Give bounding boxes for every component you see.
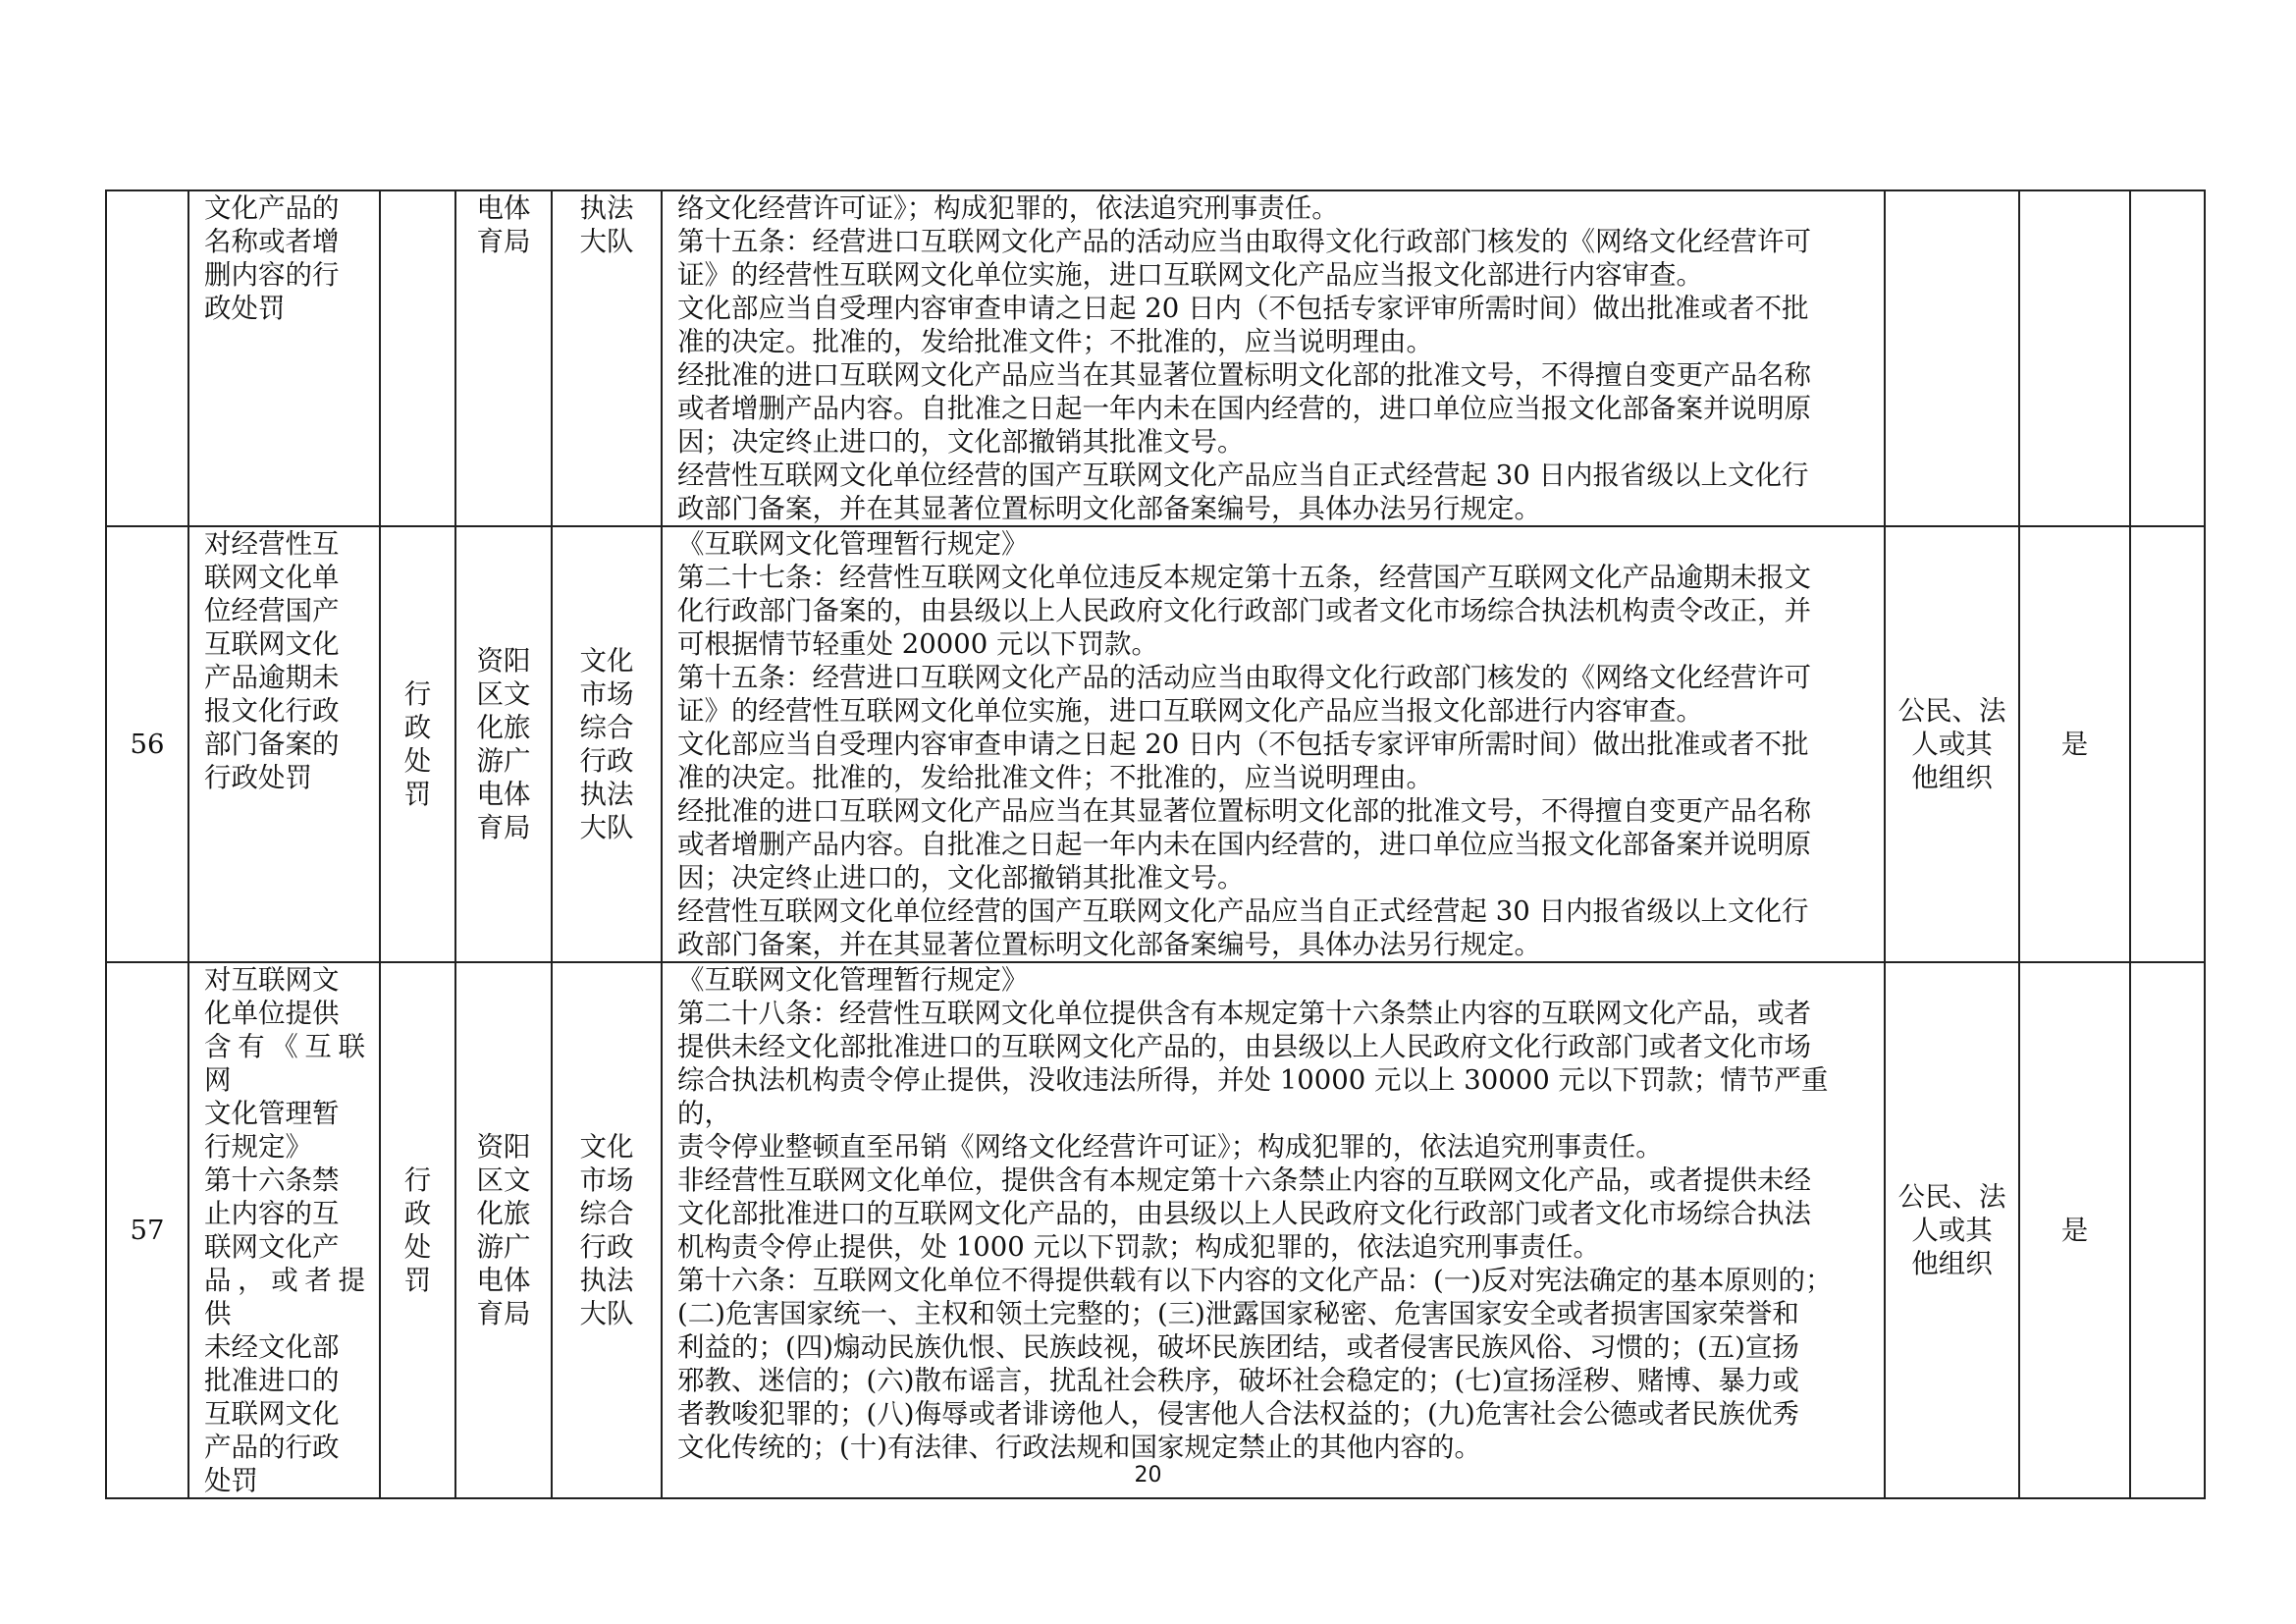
target-subject-line: 公民、法 bbox=[1897, 695, 2006, 727]
item-name-line: 产品的行政 bbox=[204, 1432, 340, 1463]
item-name-line: 处罚 bbox=[204, 1465, 258, 1496]
item-name-line: 名称或者增 bbox=[204, 226, 340, 257]
item-name-line: 行规定》 bbox=[204, 1131, 312, 1163]
item-name bbox=[188, 526, 380, 962]
penalty-type-char: 行 bbox=[403, 1164, 432, 1196]
page-number: 20 bbox=[1134, 1463, 1162, 1488]
target-subject-line: 公民、法 bbox=[1897, 1181, 2006, 1213]
legal-basis-line: 经营性互联网文化单位经营的国产互联网文化产品应当自正式经营起 30 日内报省级以上文化行 bbox=[677, 460, 1809, 491]
legal-basis-line: 《互联网文化管理暂行规定》 bbox=[677, 528, 1029, 560]
legal-basis-line: 经营性互联网文化单位经营的国产互联网文化产品应当自正式经营起 30 日内报省级以上文化行 bbox=[677, 895, 1809, 927]
legal-basis-line: 邪教、迷信的；(六)散布谣言，扰乱社会秩序，破坏社会稳定的；(七)宣扬淫秽、赌博、暴力或 bbox=[677, 1365, 1799, 1396]
legal-basis-line: 者教唆犯罪的；(八)侮辱或者诽谤他人，侵害他人合法权益的；(九)危害社会公德或者民族优秀 bbox=[677, 1398, 1799, 1430]
applicable-flag: 是 bbox=[2019, 526, 2130, 962]
item-name-line: 化单位提供 bbox=[204, 998, 340, 1029]
table-row-0 bbox=[106, 190, 2205, 526]
legal-basis-line: 文化部应当自受理内容审查申请之日起 20 日内（不包括专家评审所需时间）做出批准或者不批 bbox=[677, 293, 1809, 324]
item-name-line: 行政处罚 bbox=[204, 762, 312, 793]
legal-basis-line: 文化部应当自受理内容审查申请之日起 20 日内（不包括专家评审所需时间）做出批准或者不批 bbox=[677, 729, 1809, 760]
item-number: 56 bbox=[106, 526, 188, 962]
department-line: 资阳 bbox=[476, 645, 531, 677]
enforcement-unit-line: 行政 bbox=[579, 745, 634, 777]
department bbox=[455, 526, 552, 962]
enforcement-unit-line: 综合 bbox=[579, 712, 634, 743]
department-line: 资阳 bbox=[476, 1131, 531, 1163]
target-subject-line: 他组织 bbox=[1911, 762, 1993, 793]
item-number: 57 bbox=[106, 962, 188, 1498]
target-subject-line: 人或其 bbox=[1911, 729, 1993, 760]
legal-basis-line: 证》的经营性互联网文化单位实施，进口互联网文化产品应当报文化部进行内容审查。 bbox=[677, 259, 1703, 291]
enforcement-unit-line: 大队 bbox=[579, 812, 634, 843]
department-line: 化旅 bbox=[476, 712, 531, 743]
item-name-line: 止内容的互 bbox=[204, 1198, 340, 1229]
penalty-type-char: 罚 bbox=[403, 1265, 432, 1296]
item-name-line: 删内容的行 bbox=[204, 259, 340, 291]
department bbox=[455, 190, 552, 526]
item-name bbox=[188, 190, 380, 526]
remarks-cell bbox=[2130, 190, 2205, 526]
penalty-type bbox=[380, 190, 455, 526]
item-name-line: 品，或者提供 bbox=[204, 1265, 365, 1329]
applicable-flag bbox=[2019, 190, 2130, 526]
item-name-line: 文化管理暂 bbox=[204, 1098, 340, 1129]
legal-basis-line: 经批准的进口互联网文化产品应当在其显著位置标明文化部的批准文号，不得擅自变更产品名称 bbox=[677, 795, 1811, 827]
enforcement-unit-line: 行政 bbox=[579, 1231, 634, 1263]
enforcement-unit-line: 文化 bbox=[579, 645, 634, 677]
penalty-type-char: 罚 bbox=[403, 779, 432, 810]
legal-basis-line: 机构责令停止提供，处 1000 元以下罚款；构成犯罪的，依法追究刑事责任。 bbox=[677, 1231, 1600, 1263]
legal-basis bbox=[662, 962, 1885, 1498]
penalty-type-char: 政 bbox=[403, 712, 432, 743]
department-line: 区文 bbox=[476, 1164, 531, 1196]
item-name-line: 批准进口的 bbox=[204, 1365, 340, 1396]
enforcement-unit-line: 大队 bbox=[579, 226, 634, 257]
item-name-line: 对互联网文 bbox=[204, 964, 340, 996]
department-line: 育局 bbox=[476, 812, 531, 843]
enforcement-unit bbox=[552, 526, 662, 962]
legal-basis-line: (二)危害国家统一、主权和领土完整的；(三)泄露国家秘密、危害国家安全或者损害国家荣誉和 bbox=[677, 1298, 1799, 1329]
legal-basis-line: 综合执法机构责令停止提供，没收违法所得，并处 10000 元以上 30000 元以下罚款；情节严重的， bbox=[677, 1064, 1829, 1129]
penalty-type bbox=[380, 962, 455, 1498]
enforcement-unit-line: 执法 bbox=[579, 779, 634, 810]
legal-basis-line: 化行政部门备案的，由县级以上人民政府文化行政部门或者文化市场综合执法机构责令改正，并 bbox=[677, 595, 1811, 626]
department-line: 育局 bbox=[476, 226, 531, 257]
penalty-type-char: 处 bbox=[403, 745, 432, 777]
department-line: 化旅 bbox=[476, 1198, 531, 1229]
legal-basis-line: 政部门备案，并在其显著位置标明文化部备案编号，具体办法另行规定。 bbox=[677, 929, 1541, 960]
item-name bbox=[188, 962, 380, 1498]
department-line: 电体 bbox=[476, 779, 531, 810]
department-line: 电体 bbox=[476, 1265, 531, 1296]
legal-basis bbox=[662, 526, 1885, 962]
legal-basis bbox=[662, 190, 1885, 526]
target-subject-line: 人或其 bbox=[1911, 1215, 1993, 1246]
department-line: 区文 bbox=[476, 678, 531, 710]
legal-basis-line: 或者增删产品内容。自批准之日起一年内未在国内经营的，进口单位应当报文化部备案并说明原 bbox=[677, 829, 1811, 860]
legal-basis-line: 因；决定终止进口的，文化部撤销其批准文号。 bbox=[677, 862, 1245, 893]
legal-basis-line: 第十五条：经营进口互联网文化产品的活动应当由取得文化行政部门核发的《网络文化经营许可 bbox=[677, 662, 1811, 693]
legal-basis-line: 《互联网文化管理暂行规定》 bbox=[677, 964, 1029, 996]
legal-basis-line: 第十五条：经营进口互联网文化产品的活动应当由取得文化行政部门核发的《网络文化经营许可 bbox=[677, 226, 1811, 257]
item-number bbox=[106, 190, 188, 526]
legal-basis-line: 非经营性互联网文化单位，提供含有本规定第十六条禁止内容的互联网文化产品，或者提供未经 bbox=[677, 1164, 1811, 1196]
item-name-line: 位经营国产 bbox=[204, 595, 340, 626]
legal-basis-line: 第二十八条：经营性互联网文化单位提供含有本规定第十六条禁止内容的互联网文化产品，或者 bbox=[677, 998, 1811, 1029]
legal-basis-line: 可根据情节轻重处 20000 元以下罚款。 bbox=[677, 628, 1158, 660]
department-line: 游广 bbox=[476, 1231, 531, 1263]
enforcement-unit-line: 执法 bbox=[579, 1265, 634, 1296]
enforcement-unit-line: 综合 bbox=[579, 1198, 634, 1229]
item-name-line: 含有《互联网 bbox=[204, 1031, 365, 1096]
item-name-line: 联网文化单 bbox=[204, 562, 340, 593]
penalty-type-char: 行 bbox=[403, 678, 432, 710]
legal-basis-line: 责令停业整顿直至吊销《网络文化经营许可证》；构成犯罪的，依法追究刑事责任。 bbox=[677, 1131, 1663, 1163]
item-name-line: 第十六条禁 bbox=[204, 1164, 340, 1196]
target-subject bbox=[1885, 962, 2019, 1498]
legal-basis-line: 政部门备案，并在其显著位置标明文化部备案编号，具体办法另行规定。 bbox=[677, 493, 1541, 524]
applicable-flag: 是 bbox=[2019, 962, 2130, 1498]
item-name-line: 部门备案的 bbox=[204, 729, 340, 760]
item-name-line: 对经营性互 bbox=[204, 528, 340, 560]
legal-basis-line: 或者增删产品内容。自批准之日起一年内未在国内经营的，进口单位应当报文化部备案并说明原 bbox=[677, 393, 1811, 424]
legal-basis-line: 准的决定。批准的，发给批准文件；不批准的，应当说明理由。 bbox=[677, 326, 1433, 357]
legal-basis-line: 文化部批准进口的互联网文化产品的，由县级以上人民政府文化行政部门或者文化市场综合执法 bbox=[677, 1198, 1811, 1229]
legal-basis-line: 准的决定。批准的，发给批准文件；不批准的，应当说明理由。 bbox=[677, 762, 1433, 793]
enforcement-unit-line: 市场 bbox=[579, 1164, 634, 1196]
department-line: 育局 bbox=[476, 1298, 531, 1329]
table-row-2 bbox=[106, 962, 2205, 1498]
target-subject bbox=[1885, 526, 2019, 962]
item-name-line: 政处罚 bbox=[204, 293, 286, 324]
penalty-type bbox=[380, 526, 455, 962]
legal-basis-line: 络文化经营许可证》；构成犯罪的，依法追究刑事责任。 bbox=[677, 192, 1339, 224]
enforcement-unit bbox=[552, 190, 662, 526]
enforcement-unit-line: 文化 bbox=[579, 1131, 634, 1163]
item-name-line: 未经文化部 bbox=[204, 1331, 340, 1363]
item-name-line: 联网文化产 bbox=[204, 1231, 340, 1263]
enforcement-unit-line: 市场 bbox=[579, 678, 634, 710]
target-subject-line: 他组织 bbox=[1911, 1248, 1993, 1279]
item-name-line: 互联网文化 bbox=[204, 1398, 340, 1430]
penalty-table bbox=[105, 189, 2206, 1499]
item-name-line: 互联网文化 bbox=[204, 628, 340, 660]
legal-basis-line: 经批准的进口互联网文化产品应当在其显著位置标明文化部的批准文号，不得擅自变更产品名称 bbox=[677, 359, 1811, 391]
legal-basis-line: 证》的经营性互联网文化单位实施，进口互联网文化产品应当报文化部进行内容审查。 bbox=[677, 695, 1703, 727]
remarks-cell bbox=[2130, 526, 2205, 962]
legal-basis-line: 文化传统的；(十)有法律、行政法规和国家规定禁止的其他内容的。 bbox=[677, 1432, 1481, 1463]
item-name-line: 产品逾期未 bbox=[204, 662, 340, 693]
department bbox=[455, 962, 552, 1498]
penalty-type-char: 处 bbox=[403, 1231, 432, 1263]
legal-basis-line: 提供未经文化部批准进口的互联网文化产品的，由县级以上人民政府文化行政部门或者文化市场 bbox=[677, 1031, 1811, 1062]
department-line: 游广 bbox=[476, 745, 531, 777]
remarks-cell bbox=[2130, 962, 2205, 1498]
item-name-line: 报文化行政 bbox=[204, 695, 340, 727]
legal-basis-line: 利益的；(四)煽动民族仇恨、民族歧视，破坏民族团结，或者侵害民族风俗、习惯的；(五)宣扬 bbox=[677, 1331, 1799, 1363]
enforcement-unit bbox=[552, 962, 662, 1498]
department-line: 电体 bbox=[476, 192, 531, 224]
legal-basis-line: 第十六条：互联网文化单位不得提供载有以下内容的文化产品：(一)反对宪法确定的基本原则的； bbox=[677, 1265, 1833, 1296]
target-subject bbox=[1885, 190, 2019, 526]
legal-basis-line: 第二十七条：经营性互联网文化单位违反本规定第十五条，经营国产互联网文化产品逾期未报文 bbox=[677, 562, 1811, 593]
legal-basis-line: 因；决定终止进口的，文化部撤销其批准文号。 bbox=[677, 426, 1245, 458]
enforcement-unit-line: 大队 bbox=[579, 1298, 634, 1329]
enforcement-unit-line: 执法 bbox=[579, 192, 634, 224]
item-name-line: 文化产品的 bbox=[204, 192, 340, 224]
penalty-type-char: 政 bbox=[403, 1198, 432, 1229]
table-row-1 bbox=[106, 526, 2205, 962]
